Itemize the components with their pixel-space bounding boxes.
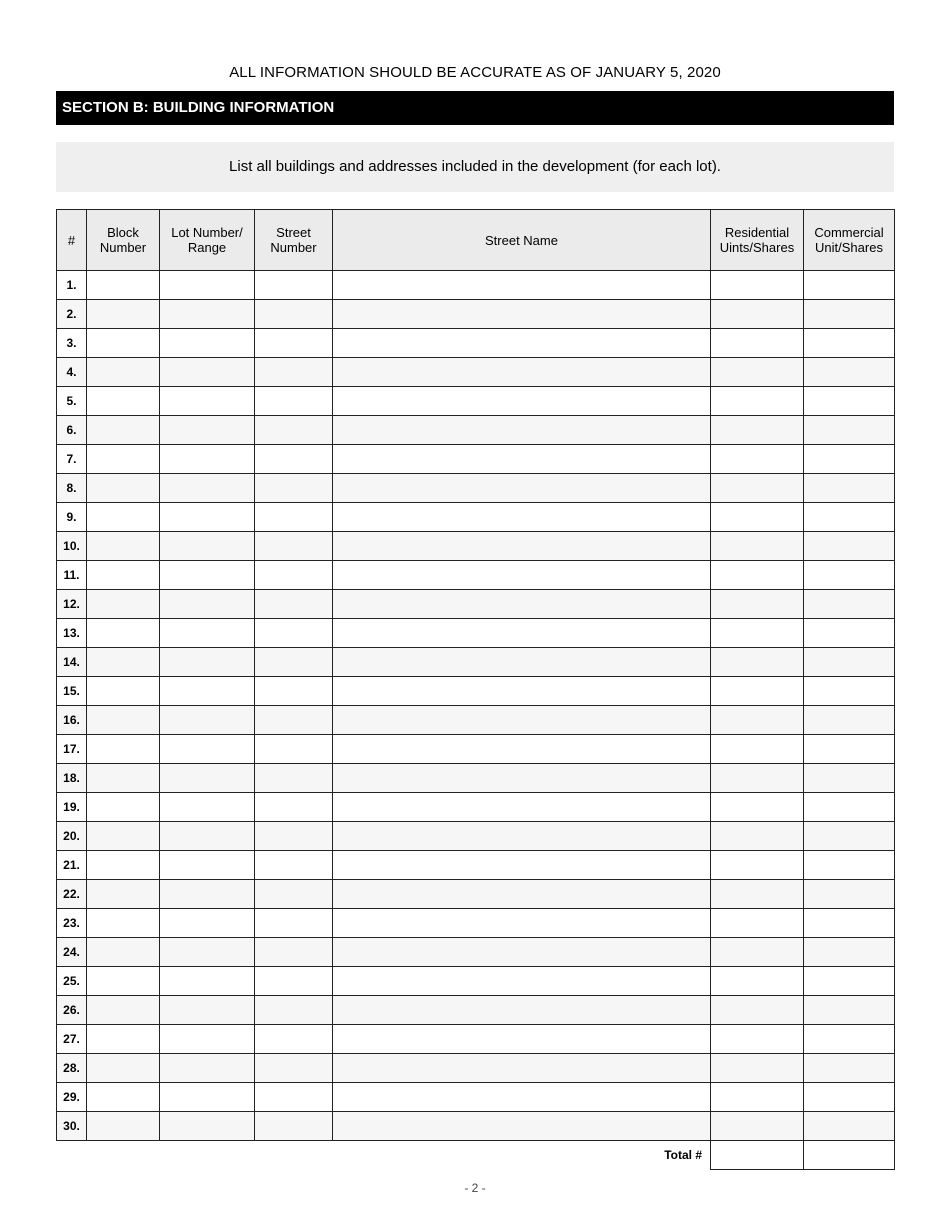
col-header-lot-line1: Lot Number/	[171, 225, 243, 240]
lot-number-cell[interactable]	[160, 735, 255, 764]
commercial-units-cell[interactable]	[804, 735, 895, 764]
table-row	[57, 677, 895, 706]
table-row	[57, 648, 895, 677]
street-name-cell[interactable]	[333, 880, 711, 909]
block-number-cell[interactable]	[87, 329, 160, 358]
commercial-units-cell[interactable]	[804, 938, 895, 967]
street-number-cell[interactable]	[255, 967, 333, 996]
street-name-cell[interactable]	[333, 851, 711, 880]
block-number-cell[interactable]	[87, 387, 160, 416]
row-number: 27.	[57, 1025, 87, 1054]
street-number-cell[interactable]	[255, 735, 333, 764]
lot-number-cell[interactable]	[160, 967, 255, 996]
row-number: 13.	[57, 619, 87, 648]
row-number: 12.	[57, 590, 87, 619]
commercial-units-cell[interactable]	[804, 590, 895, 619]
commercial-units-cell[interactable]	[804, 764, 895, 793]
lot-number-cell[interactable]	[160, 880, 255, 909]
row-number: 30.	[57, 1112, 87, 1141]
street-name-cell[interactable]	[333, 1112, 711, 1141]
section-title: SECTION B: BUILDING INFORMATION	[56, 91, 894, 125]
street-number-cell[interactable]	[255, 532, 333, 561]
street-number-cell[interactable]	[255, 851, 333, 880]
table-row	[57, 358, 895, 387]
residential-units-cell[interactable]	[711, 445, 804, 474]
commercial-units-cell[interactable]	[804, 996, 895, 1025]
lot-number-cell[interactable]	[160, 561, 255, 590]
commercial-units-cell[interactable]	[804, 387, 895, 416]
residential-units-cell[interactable]	[711, 358, 804, 387]
page-number: - 2 -	[464, 1181, 486, 1195]
col-header-lot-number	[160, 210, 255, 271]
col-header-commercial-line2: Unit/Shares	[815, 240, 883, 255]
lot-number-cell[interactable]	[160, 445, 255, 474]
block-number-cell[interactable]	[87, 271, 160, 300]
block-number-cell[interactable]	[87, 880, 160, 909]
col-header-block-line1: Block	[107, 225, 139, 240]
row-number: 10.	[57, 532, 87, 561]
block-number-cell[interactable]	[87, 793, 160, 822]
block-number-cell[interactable]	[87, 474, 160, 503]
col-header-residential-line2: Uints/Shares	[719, 240, 795, 255]
street-number-cell[interactable]	[255, 561, 333, 590]
row-number: 17.	[57, 735, 87, 764]
street-name-cell[interactable]	[333, 677, 711, 706]
street-name-cell[interactable]	[333, 909, 711, 938]
row-number: 24.	[57, 938, 87, 967]
col-header-street-number-line1: Street	[276, 225, 311, 240]
street-name-cell[interactable]	[333, 532, 711, 561]
street-name-cell[interactable]	[333, 1025, 711, 1054]
table-row	[57, 387, 895, 416]
commercial-units-cell[interactable]	[804, 445, 895, 474]
commercial-units-cell[interactable]	[804, 822, 895, 851]
table-row	[57, 590, 895, 619]
lot-number-cell[interactable]	[160, 909, 255, 938]
row-number: 8.	[57, 474, 87, 503]
block-number-cell[interactable]	[87, 851, 160, 880]
building-table	[56, 209, 895, 1170]
lot-number-cell[interactable]	[160, 387, 255, 416]
table-body	[57, 271, 895, 1170]
residential-units-cell[interactable]	[711, 648, 804, 677]
street-name-cell[interactable]	[333, 358, 711, 387]
commercial-units-cell[interactable]	[804, 300, 895, 329]
residential-units-cell[interactable]	[711, 387, 804, 416]
table-row	[57, 300, 895, 329]
table-row	[57, 1083, 895, 1112]
table-row	[57, 909, 895, 938]
row-number: 14.	[57, 648, 87, 677]
street-name-cell[interactable]	[333, 1083, 711, 1112]
block-number-cell[interactable]	[87, 1112, 160, 1141]
lot-number-cell[interactable]	[160, 1112, 255, 1141]
street-number-cell[interactable]	[255, 300, 333, 329]
table-row	[57, 851, 895, 880]
street-number-cell[interactable]	[255, 1083, 333, 1112]
lot-number-cell[interactable]	[160, 822, 255, 851]
col-header-block-number	[87, 210, 160, 271]
table-row	[57, 1112, 895, 1141]
street-number-cell[interactable]	[255, 619, 333, 648]
lot-number-cell[interactable]	[160, 329, 255, 358]
street-number-cell[interactable]	[255, 416, 333, 445]
residential-units-cell[interactable]	[711, 1112, 804, 1141]
lot-number-cell[interactable]	[160, 1083, 255, 1112]
row-number: 7.	[57, 445, 87, 474]
row-number: 21.	[57, 851, 87, 880]
total-commercial-cell[interactable]	[804, 1141, 895, 1170]
row-number: 5.	[57, 387, 87, 416]
lot-number-cell[interactable]	[160, 851, 255, 880]
lot-number-cell[interactable]	[160, 1054, 255, 1083]
residential-units-cell[interactable]	[711, 938, 804, 967]
lot-number-cell[interactable]	[160, 271, 255, 300]
residential-units-cell[interactable]	[711, 735, 804, 764]
block-number-cell[interactable]	[87, 503, 160, 532]
commercial-units-cell[interactable]	[804, 677, 895, 706]
row-number: 15.	[57, 677, 87, 706]
block-number-cell[interactable]	[87, 532, 160, 561]
street-name-cell[interactable]	[333, 271, 711, 300]
lot-number-cell[interactable]	[160, 532, 255, 561]
block-number-cell[interactable]	[87, 619, 160, 648]
commercial-units-cell[interactable]	[804, 967, 895, 996]
street-number-cell[interactable]	[255, 445, 333, 474]
table-row	[57, 532, 895, 561]
residential-units-cell[interactable]	[711, 329, 804, 358]
lot-number-cell[interactable]	[160, 764, 255, 793]
residential-units-cell[interactable]	[711, 590, 804, 619]
residential-units-cell[interactable]	[711, 271, 804, 300]
table-row	[57, 822, 895, 851]
table-row	[57, 561, 895, 590]
block-number-cell[interactable]	[87, 561, 160, 590]
street-name-cell[interactable]	[333, 967, 711, 996]
residential-units-cell[interactable]	[711, 503, 804, 532]
col-header-block-line2: Number	[99, 240, 147, 255]
row-number: 16.	[57, 706, 87, 735]
lot-number-cell[interactable]	[160, 619, 255, 648]
street-name-cell[interactable]	[333, 445, 711, 474]
block-number-cell[interactable]	[87, 822, 160, 851]
street-number-cell[interactable]	[255, 358, 333, 387]
street-name-cell[interactable]	[333, 648, 711, 677]
table-row	[57, 271, 895, 300]
residential-units-cell[interactable]	[711, 561, 804, 590]
table-row	[57, 445, 895, 474]
commercial-units-cell[interactable]	[804, 1054, 895, 1083]
commercial-units-cell[interactable]	[804, 706, 895, 735]
row-number: 25.	[57, 967, 87, 996]
residential-units-cell[interactable]	[711, 996, 804, 1025]
row-number: 11.	[57, 561, 87, 590]
table-row	[57, 503, 895, 532]
street-name-cell[interactable]	[333, 706, 711, 735]
street-number-cell[interactable]	[255, 271, 333, 300]
commercial-units-cell[interactable]	[804, 1112, 895, 1141]
col-header-street-name: Street Name	[333, 210, 711, 271]
residential-units-cell[interactable]	[711, 909, 804, 938]
lot-number-cell[interactable]	[160, 677, 255, 706]
commercial-units-cell[interactable]	[804, 271, 895, 300]
commercial-units-cell[interactable]	[804, 532, 895, 561]
block-number-cell[interactable]	[87, 445, 160, 474]
street-name-cell[interactable]	[333, 735, 711, 764]
commercial-units-cell[interactable]	[804, 793, 895, 822]
block-number-cell[interactable]	[87, 1083, 160, 1112]
col-header-commercial-line1: Commercial	[814, 225, 884, 240]
col-header-residential-units	[711, 210, 804, 271]
residential-units-cell[interactable]	[711, 1083, 804, 1112]
table-row	[57, 474, 895, 503]
street-number-cell[interactable]	[255, 880, 333, 909]
residential-units-cell[interactable]	[711, 706, 804, 735]
lot-number-cell[interactable]	[160, 416, 255, 445]
commercial-units-cell[interactable]	[804, 503, 895, 532]
street-number-cell[interactable]	[255, 474, 333, 503]
street-name-cell[interactable]	[333, 503, 711, 532]
block-number-cell[interactable]	[87, 358, 160, 387]
row-number: 26.	[57, 996, 87, 1025]
commercial-units-cell[interactable]	[804, 358, 895, 387]
block-number-cell[interactable]	[87, 1054, 160, 1083]
table-row	[57, 764, 895, 793]
row-number: 29.	[57, 1083, 87, 1112]
lot-number-cell[interactable]	[160, 648, 255, 677]
residential-units-cell[interactable]	[711, 1054, 804, 1083]
lot-number-cell[interactable]	[160, 474, 255, 503]
block-number-cell[interactable]	[87, 648, 160, 677]
street-number-cell[interactable]	[255, 1025, 333, 1054]
instruction-text: List all buildings and addresses included in the development (for each lot).	[56, 142, 894, 192]
street-number-cell[interactable]	[255, 996, 333, 1025]
street-name-cell[interactable]	[333, 793, 711, 822]
row-number: 28.	[57, 1054, 87, 1083]
col-header-street-number	[255, 210, 333, 271]
row-number: 23.	[57, 909, 87, 938]
street-name-cell[interactable]	[333, 329, 711, 358]
street-name-cell[interactable]	[333, 938, 711, 967]
street-number-cell[interactable]	[255, 938, 333, 967]
col-header-number: #	[57, 210, 87, 271]
lot-number-cell[interactable]	[160, 300, 255, 329]
commercial-units-cell[interactable]	[804, 648, 895, 677]
street-name-cell[interactable]	[333, 561, 711, 590]
street-number-cell[interactable]	[255, 677, 333, 706]
street-name-cell[interactable]	[333, 300, 711, 329]
street-number-cell[interactable]	[255, 822, 333, 851]
table-row	[57, 938, 895, 967]
table-row	[57, 793, 895, 822]
lot-number-cell[interactable]	[160, 996, 255, 1025]
street-name-cell[interactable]	[333, 619, 711, 648]
commercial-units-cell[interactable]	[804, 909, 895, 938]
row-number: 4.	[57, 358, 87, 387]
row-number: 9.	[57, 503, 87, 532]
commercial-units-cell[interactable]	[804, 619, 895, 648]
accuracy-note: ALL INFORMATION SHOULD BE ACCURATE AS OF JANUARY 5, 2020	[229, 64, 721, 81]
block-number-cell[interactable]	[87, 590, 160, 619]
street-name-cell[interactable]	[333, 590, 711, 619]
table-row	[57, 1054, 895, 1083]
block-number-cell[interactable]	[87, 764, 160, 793]
table-row	[57, 619, 895, 648]
commercial-units-cell[interactable]	[804, 561, 895, 590]
commercial-units-cell[interactable]	[804, 474, 895, 503]
street-name-cell[interactable]	[333, 764, 711, 793]
lot-number-cell[interactable]	[160, 358, 255, 387]
residential-units-cell[interactable]	[711, 1025, 804, 1054]
block-number-cell[interactable]	[87, 1025, 160, 1054]
street-number-cell[interactable]	[255, 503, 333, 532]
col-header-residential-line1: Residential	[724, 225, 790, 240]
street-number-cell[interactable]	[255, 387, 333, 416]
table-row	[57, 735, 895, 764]
commercial-units-cell[interactable]	[804, 416, 895, 445]
table-row	[57, 416, 895, 445]
street-number-cell[interactable]	[255, 706, 333, 735]
lot-number-cell[interactable]	[160, 793, 255, 822]
residential-units-cell[interactable]	[711, 677, 804, 706]
block-number-cell[interactable]	[87, 996, 160, 1025]
block-number-cell[interactable]	[87, 909, 160, 938]
total-row	[57, 1141, 895, 1170]
residential-units-cell[interactable]	[711, 300, 804, 329]
residential-units-cell[interactable]	[711, 416, 804, 445]
street-number-cell[interactable]	[255, 648, 333, 677]
street-name-cell[interactable]	[333, 416, 711, 445]
street-name-cell[interactable]	[333, 474, 711, 503]
street-number-cell[interactable]	[255, 793, 333, 822]
block-number-cell[interactable]	[87, 735, 160, 764]
commercial-units-cell[interactable]	[804, 851, 895, 880]
table-row	[57, 967, 895, 996]
residential-units-cell[interactable]	[711, 880, 804, 909]
table-header-row	[57, 210, 895, 271]
commercial-units-cell[interactable]	[804, 329, 895, 358]
table-row	[57, 706, 895, 735]
street-number-cell[interactable]	[255, 764, 333, 793]
total-residential-cell[interactable]	[711, 1141, 804, 1170]
row-number: 19.	[57, 793, 87, 822]
street-number-cell[interactable]	[255, 1112, 333, 1141]
residential-units-cell[interactable]	[711, 967, 804, 996]
street-name-cell[interactable]	[333, 1054, 711, 1083]
row-number: 6.	[57, 416, 87, 445]
street-name-cell[interactable]	[333, 996, 711, 1025]
row-number: 3.	[57, 329, 87, 358]
residential-units-cell[interactable]	[711, 764, 804, 793]
residential-units-cell[interactable]	[711, 822, 804, 851]
street-number-cell[interactable]	[255, 329, 333, 358]
commercial-units-cell[interactable]	[804, 1025, 895, 1054]
residential-units-cell[interactable]	[711, 793, 804, 822]
row-number: 22.	[57, 880, 87, 909]
row-number: 2.	[57, 300, 87, 329]
street-number-cell[interactable]	[255, 909, 333, 938]
street-name-cell[interactable]	[333, 822, 711, 851]
residential-units-cell[interactable]	[711, 851, 804, 880]
table-row	[57, 880, 895, 909]
lot-number-cell[interactable]	[160, 706, 255, 735]
block-number-cell[interactable]	[87, 706, 160, 735]
col-header-commercial-units	[804, 210, 895, 271]
commercial-units-cell[interactable]	[804, 1083, 895, 1112]
row-number: 1.	[57, 271, 87, 300]
block-number-cell[interactable]	[87, 967, 160, 996]
street-number-cell[interactable]	[255, 1054, 333, 1083]
lot-number-cell[interactable]	[160, 938, 255, 967]
street-name-cell[interactable]	[333, 387, 711, 416]
residential-units-cell[interactable]	[711, 619, 804, 648]
block-number-cell[interactable]	[87, 416, 160, 445]
lot-number-cell[interactable]	[160, 503, 255, 532]
row-number: 18.	[57, 764, 87, 793]
col-header-lot-line2: Range	[187, 240, 227, 255]
residential-units-cell[interactable]	[711, 474, 804, 503]
block-number-cell[interactable]	[87, 300, 160, 329]
col-header-street-number-line2: Number	[270, 240, 317, 255]
table-row	[57, 1025, 895, 1054]
row-number: 20.	[57, 822, 87, 851]
lot-number-cell[interactable]	[160, 590, 255, 619]
table-row	[57, 996, 895, 1025]
block-number-cell[interactable]	[87, 677, 160, 706]
block-number-cell[interactable]	[87, 938, 160, 967]
residential-units-cell[interactable]	[711, 532, 804, 561]
total-label: Total #	[57, 1141, 711, 1170]
lot-number-cell[interactable]	[160, 1025, 255, 1054]
street-number-cell[interactable]	[255, 590, 333, 619]
commercial-units-cell[interactable]	[804, 880, 895, 909]
table-row	[57, 329, 895, 358]
